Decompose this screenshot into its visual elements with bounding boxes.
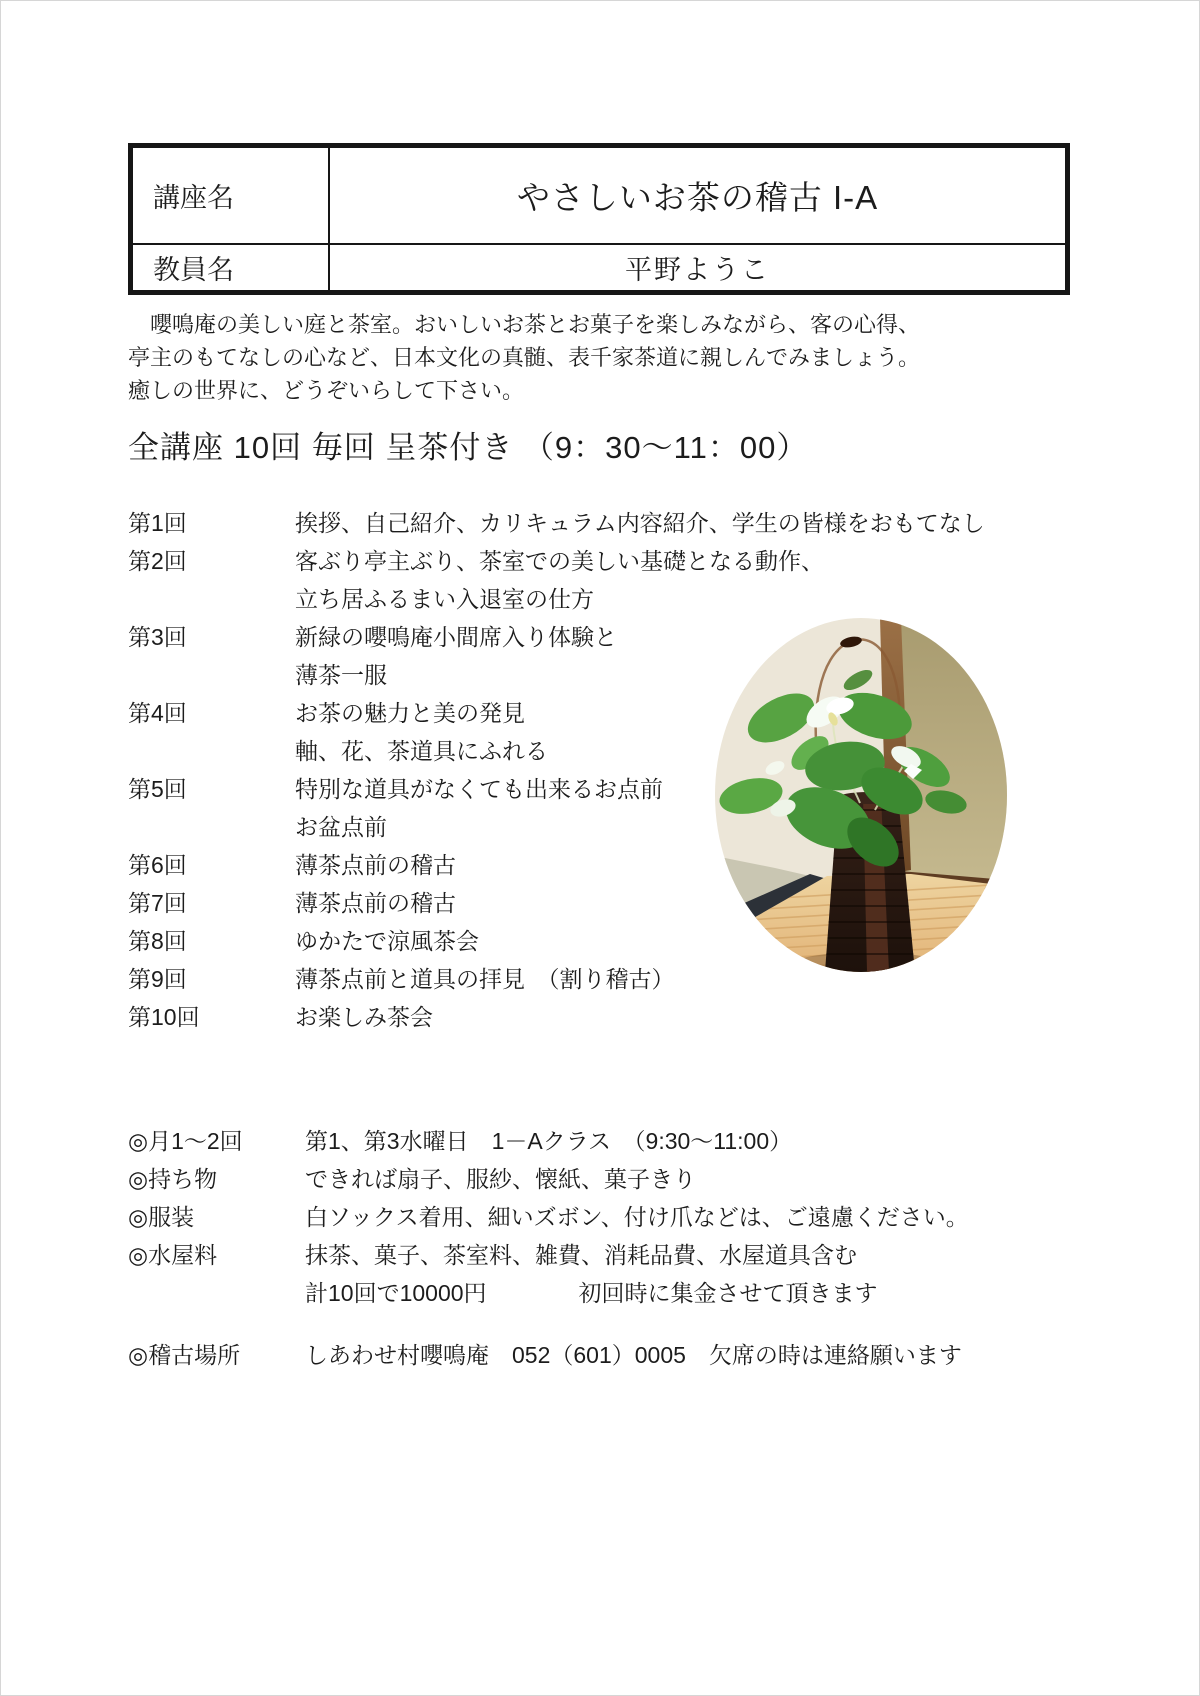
session-description: お楽しみ茶会: [295, 1004, 433, 1030]
schedule-row: [128, 580, 1028, 618]
detail-label: [128, 1274, 305, 1312]
session-number: 第7回: [128, 890, 187, 916]
session-number: [128, 580, 295, 618]
teacher-name-label: 教員名: [133, 243, 330, 290]
session-description: 薄茶点前と道具の拝見 （割り稽古）: [295, 966, 675, 992]
session-description: 薄茶点前の稽古: [295, 852, 456, 878]
detail-row: [128, 1274, 1068, 1312]
session-number: [128, 732, 295, 770]
course-name-value: やさしいお茶の稽古 I-A: [516, 179, 879, 216]
intro-line: 亭主のもてなしの心など、日本文化の真髄、表千家茶道に親しんでみましょう。: [128, 345, 921, 370]
detail-row: [128, 1198, 1068, 1236]
detail-text: できれば扇子、服紗、懐紙、菓子きり: [305, 1166, 696, 1192]
schedule-heading: 全講座 10回 毎回 呈茶付き （9：30～11：00）: [128, 430, 809, 465]
session-description: ゆかたで涼風茶会: [295, 928, 479, 954]
detail-text: 白ソックス着用、細いズボン、付け爪などは、ご遠慮ください。: [305, 1204, 969, 1230]
detail-row: [128, 1236, 1068, 1274]
schedule-row: [128, 542, 1028, 580]
session-description: 客ぶり亭主ぶり、茶室での美しい基礎となる動作、: [295, 548, 824, 574]
detail-row: [128, 1122, 1068, 1160]
detail-text: 抹茶、菓子、茶室料、雑費、消耗品費、水屋道具含む: [305, 1242, 857, 1268]
schedule-row: [128, 998, 1028, 1036]
detail-text: 第1、第3水曜日 1－Aクラス （9:30～11:00）: [305, 1128, 793, 1154]
detail-label: ◎月1～2回: [128, 1128, 243, 1154]
course-name-label: 講座名: [133, 148, 330, 243]
session-description: 薄茶点前の稽古: [295, 890, 456, 916]
session-number: 第3回: [128, 624, 187, 650]
teacher-name-value: 平野ようこ: [330, 243, 1065, 290]
session-number: 第5回: [128, 776, 187, 802]
session-number: 第2回: [128, 548, 187, 574]
flower-basket-photo: [715, 618, 1007, 972]
session-description: お盆点前: [295, 814, 387, 840]
venue-row: [128, 1336, 1128, 1374]
intro-line: 癒しの世界に、どうぞいらして下さい。: [128, 378, 525, 403]
session-number: [128, 808, 295, 846]
detail-label: ◎服装: [128, 1204, 195, 1230]
detail-label: ◎持ち物: [128, 1166, 218, 1192]
intro-paragraph: [128, 308, 988, 407]
venue-label: ◎稽古場所: [128, 1342, 241, 1368]
detail-label: ◎水屋料: [128, 1242, 218, 1268]
session-number: 第4回: [128, 700, 187, 726]
session-number: 第9回: [128, 966, 187, 992]
venue-text: しあわせ村嚶鳴庵 052（601）0005 欠席の時は連絡願います: [305, 1342, 962, 1368]
session-description: 立ち居ふるまい入退室の仕方: [295, 586, 594, 612]
session-description: 挨拶、自己紹介、カリキュラム内容紹介、学生の皆様をおもてなし: [295, 510, 985, 536]
session-description: 特別な道具がなくても出来るお点前: [295, 776, 663, 802]
schedule-row: [128, 504, 1028, 542]
detail-text: 計10回で10000円 初回時に集金させて頂きます: [305, 1280, 878, 1306]
details-list: [128, 1122, 1068, 1312]
session-description: 薄茶一服: [295, 662, 387, 688]
session-number: [128, 656, 295, 694]
session-number: 第10回: [128, 1004, 200, 1030]
session-description: 新緑の嚶鳴庵小間席入り体験と: [295, 624, 617, 650]
intro-line: 嚶鳴庵の美しい庭と茶室。おいしいお茶とお菓子を楽しみながら、客の心得、: [128, 312, 921, 337]
session-description: お茶の魅力と美の発見: [295, 700, 525, 726]
course-header-table: [128, 143, 1070, 295]
session-description: 軸、花、茶道具にふれる: [295, 738, 548, 764]
detail-row: [128, 1160, 1068, 1198]
session-number: 第1回: [128, 510, 187, 536]
session-number: 第8回: [128, 928, 187, 954]
session-number: 第6回: [128, 852, 187, 878]
